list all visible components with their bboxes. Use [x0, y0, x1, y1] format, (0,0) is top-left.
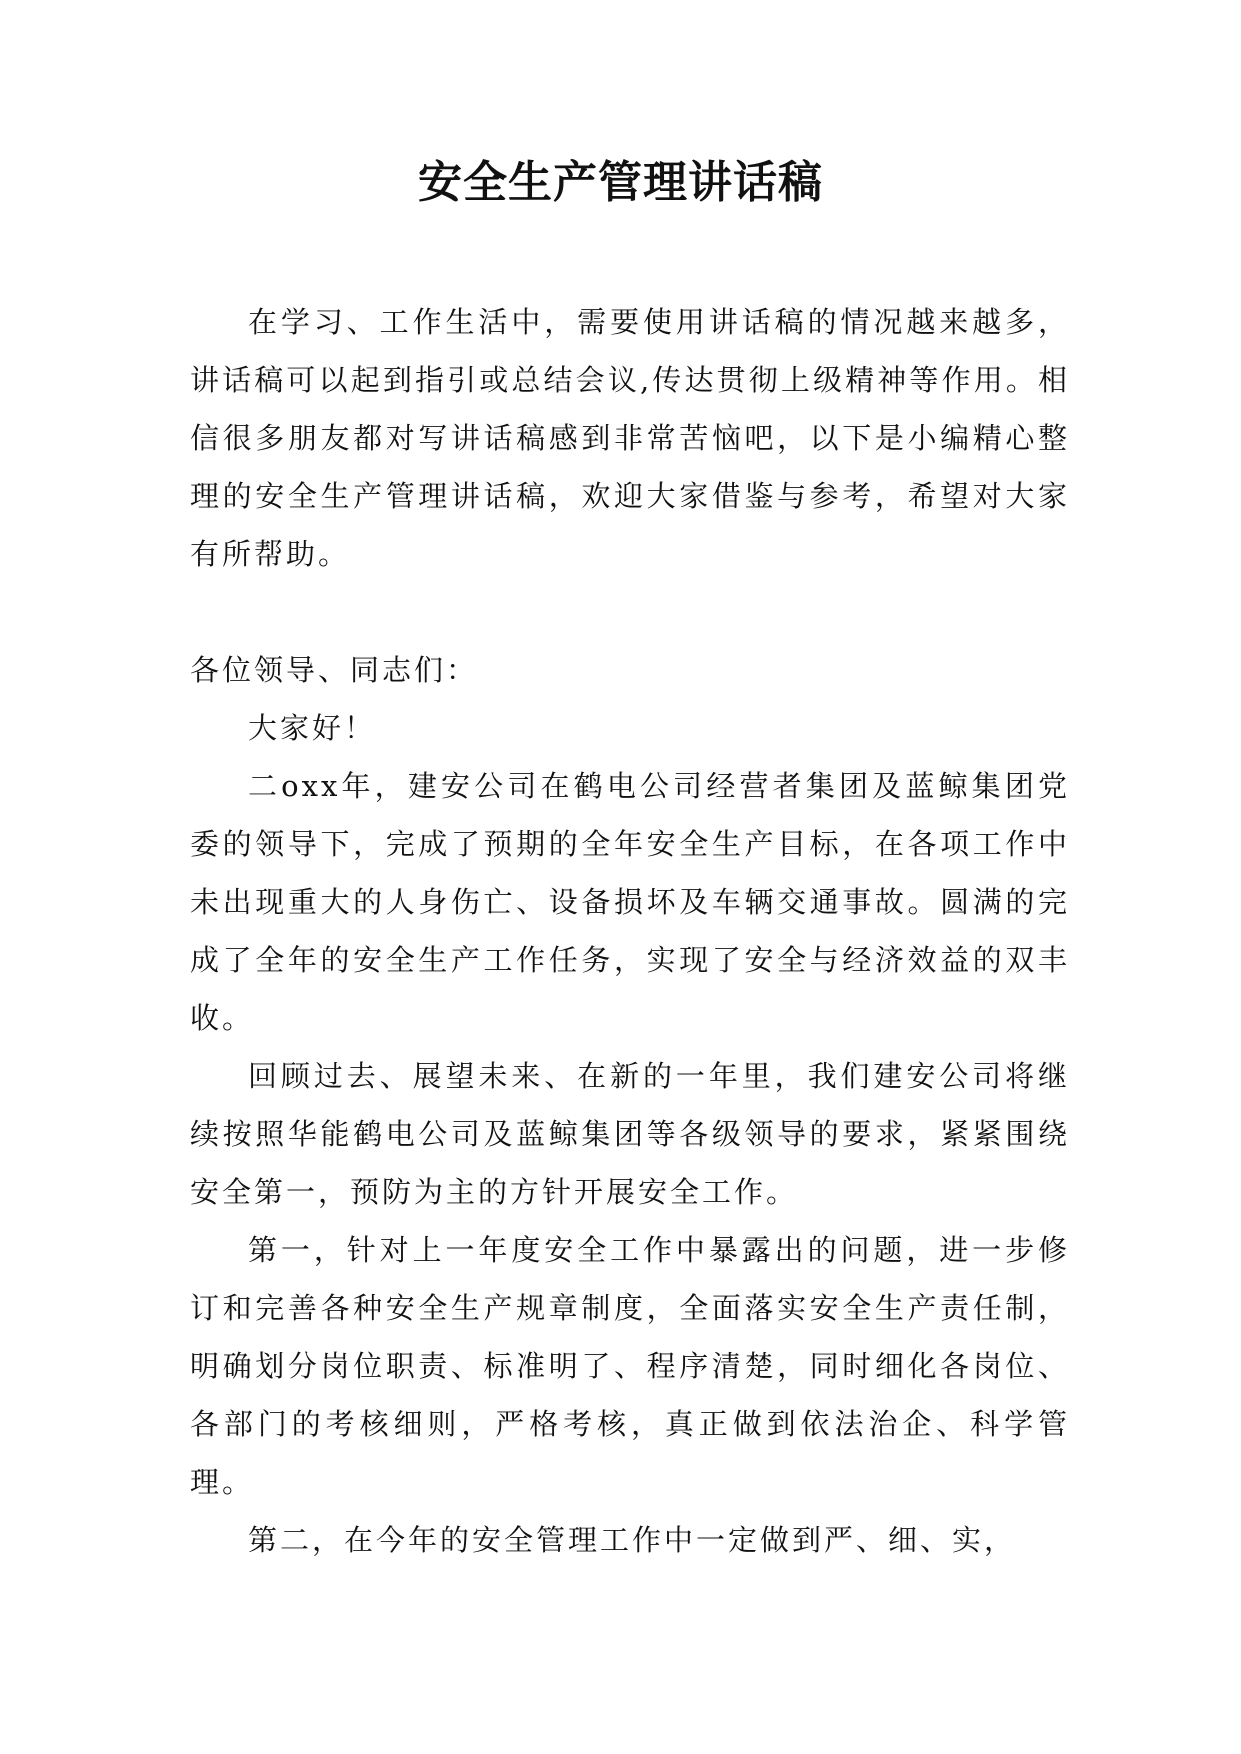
- intro-paragraph: 在学习、工作生活中，需要使用讲话稿的情况越来越多，讲话稿可以起到指引或总结会议,传达贯彻上级精神等作用。相信很多朋友都对写讲话稿感到非常苦恼吧，以下是小编精心整理的安全生产管理讲话稿，欢迎大家借鉴与参考，希望对大家有所帮助。: [190, 305, 1070, 571]
- document-body: [190, 293, 1070, 1569]
- greeting: 大家好！: [248, 711, 377, 745]
- salutation: 各位领导、同志们：: [190, 653, 479, 687]
- body-paragraph-4: 第二，在今年的安全管理工作中一定做到严、细、实，: [248, 1523, 1017, 1557]
- document-title: 安全生产管理讲话稿: [418, 157, 823, 208]
- body-paragraph-1: 二oxx年，建安公司在鹤电公司经营者集团及蓝鲸集团党委的领导下，完成了预期的全年安全生产目标，在各项工作中未出现重大的人身伤亡、设备损坏及车辆交通事故。圆满的完成了全年的安全生产工作任务，实现了安全与经济效益的双丰收。: [190, 769, 1070, 1035]
- body-paragraph-3: 第一，针对上一年度安全工作中暴露出的问题，进一步修订和完善各种安全生产规章制度，全面落实安全生产责任制，明确划分岗位职责、标准明了、程序清楚，同时细化各岗位、各部门的考核细则，严格考核，真正做到依法治企、科学管理。: [190, 1233, 1070, 1499]
- body-paragraph-2: 回顾过去、展望未来、在新的一年里，我们建安公司将继续按照华能鹤电公司及蓝鲸集团等各级领导的要求，紧紧围绕安全第一，预防为主的方针开展安全工作。: [190, 1059, 1070, 1209]
- paragraph-spacer: [190, 583, 1070, 641]
